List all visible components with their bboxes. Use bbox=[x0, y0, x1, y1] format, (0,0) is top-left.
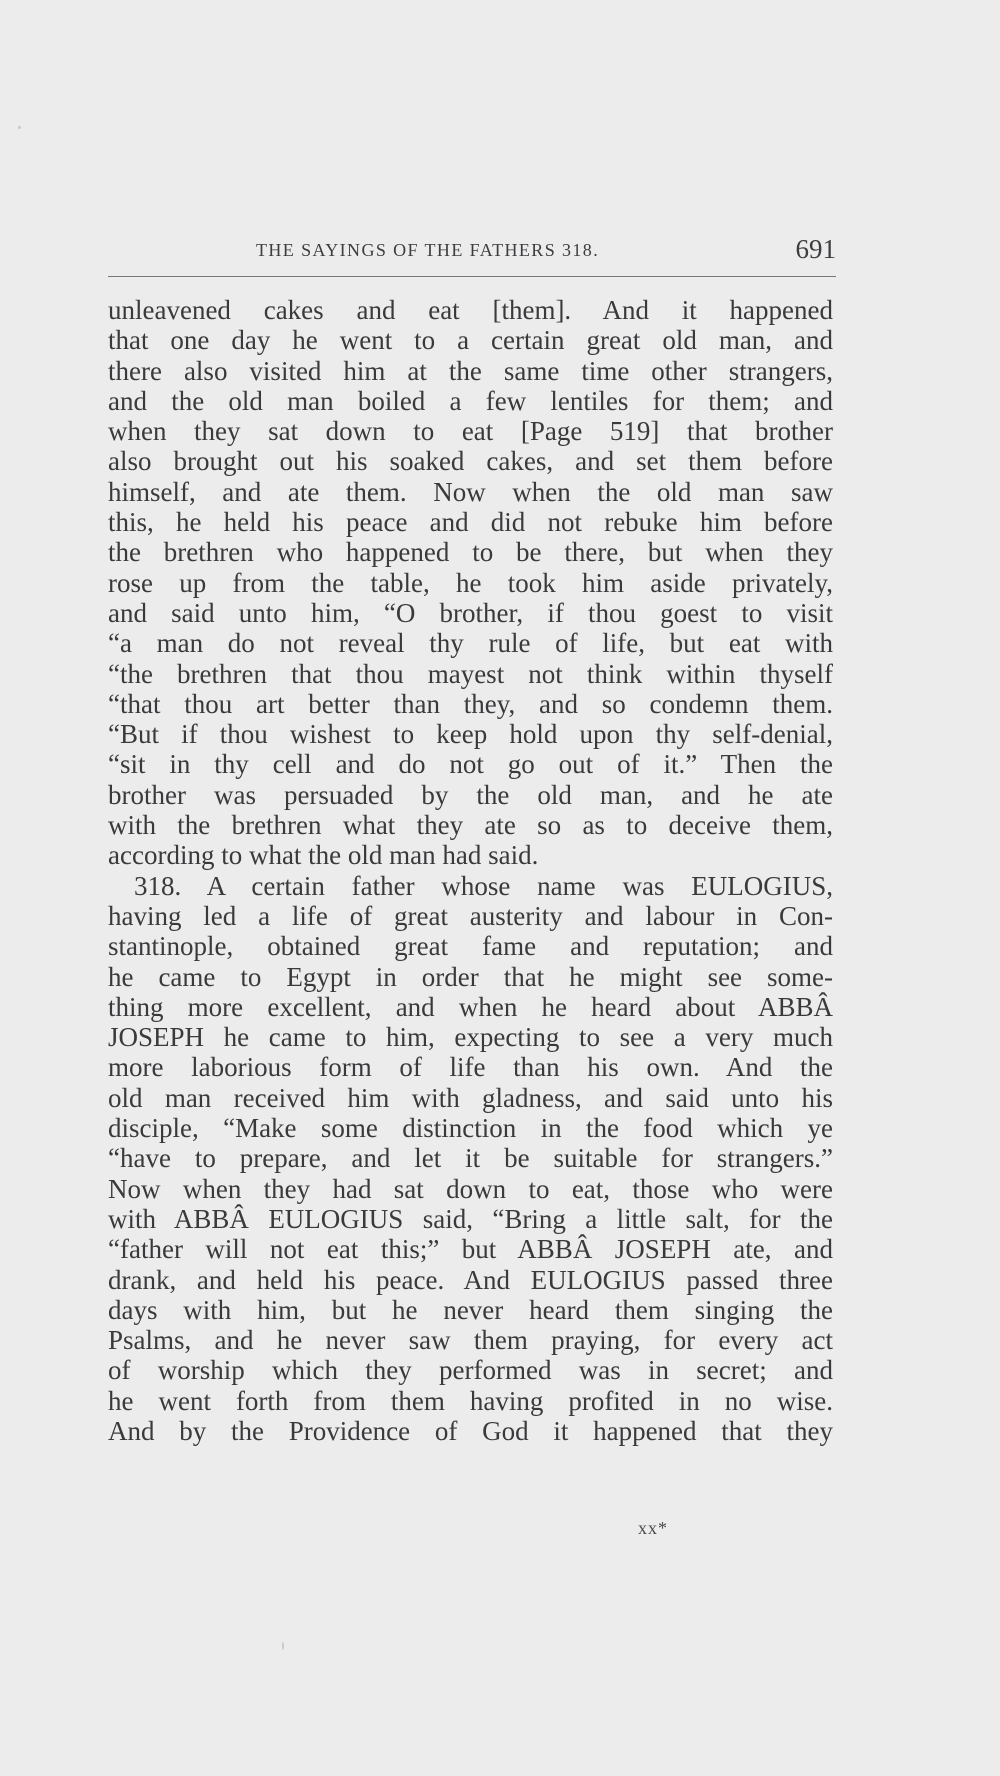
text-line: “sit in thy cell and do not go out of it.” Then the bbox=[108, 749, 833, 780]
text-line: with the brethren what they ate so as to deceive them, bbox=[108, 810, 833, 841]
paper-speck bbox=[18, 126, 21, 129]
text-line: days with him, but he never heard them singing the bbox=[108, 1294, 833, 1325]
text-line: he went forth from them having profited in no wise. bbox=[108, 1385, 833, 1416]
text-line: thing more excellent, and when he heard about ABBÂ bbox=[108, 991, 833, 1022]
text-line: also brought out his soaked cakes, and set them before bbox=[108, 446, 833, 477]
text-line: “father will not eat this;” but ABBÂ JOSEPH ate, and bbox=[108, 1234, 833, 1265]
text-line: more laborious form of life than his own. And the bbox=[108, 1052, 833, 1083]
text-line: he came to Egypt in order that he might see some- bbox=[108, 961, 833, 992]
text-line: “But if thou wishest to keep hold upon thy self-denial, bbox=[108, 719, 833, 750]
text-line: and the old man boiled a few lentiles for them; and bbox=[108, 385, 833, 416]
text-line: this, he held his peace and did not rebuke him before bbox=[108, 507, 833, 538]
text-line: “the brethren that thou mayest not think within thyself bbox=[108, 658, 833, 689]
signature-mark: xx* bbox=[638, 1518, 668, 1538]
text-line: “that thou art better than they, and so condemn them. bbox=[108, 688, 833, 719]
running-title: THE SAYINGS OF THE FATHERS 318. bbox=[256, 240, 600, 260]
header-rule bbox=[108, 276, 836, 277]
page-header bbox=[108, 232, 836, 280]
text-line: himself, and ate them. Now when the old man saw bbox=[108, 476, 833, 507]
text-line: that one day he went to a certain great old man, and bbox=[108, 325, 833, 356]
text-line: the brethren who happened to be there, but when they bbox=[108, 537, 833, 568]
text-line: and said unto him, “O brother, if thou goest to visit bbox=[108, 597, 833, 628]
text-line: there also visited him at the same time other strangers, bbox=[108, 355, 833, 386]
text-line: And by the Providence of God it happened that they bbox=[108, 1415, 833, 1446]
paper-speck bbox=[282, 1642, 284, 1650]
text-line: Psalms, and he never saw them praying, for every act bbox=[108, 1325, 833, 1356]
text-line: “have to prepare, and let it be suitable for strangers.” bbox=[108, 1143, 833, 1174]
text-line: brother was persuaded by the old man, and he ate bbox=[108, 779, 833, 810]
text-line: Now when they had sat down to eat, those who were bbox=[108, 1173, 833, 1204]
text-line: old man received him with gladness, and said unto his bbox=[108, 1082, 833, 1113]
body-text bbox=[108, 295, 833, 1446]
text-line: JOSEPH he came to him, expecting to see a very much bbox=[108, 1022, 833, 1053]
page-number: 691 bbox=[795, 234, 836, 264]
text-line: stantinople, obtained great fame and reputation; and bbox=[108, 931, 833, 962]
text-line: drank, and held his peace. And EULOGIUS passed three bbox=[108, 1264, 833, 1295]
text-line: having led a life of great austerity and labour in Con- bbox=[108, 900, 833, 931]
text-line: unleavened cakes and eat [them]. And it happened bbox=[108, 295, 833, 325]
text-line: with ABBÂ EULOGIUS said, “Bring a little salt, for the bbox=[108, 1203, 833, 1234]
text-line: of worship which they performed was in secret; and bbox=[108, 1355, 833, 1386]
text-line: “a man do not reveal thy rule of life, but eat with bbox=[108, 628, 833, 659]
text-line: rose up from the table, he took him aside privately, bbox=[108, 567, 833, 598]
text-line: according to what the old man had said. bbox=[108, 840, 539, 871]
text-line: when they sat down to eat [Page 519] that brother bbox=[108, 416, 833, 447]
text-line: disciple, “Make some distinction in the food which ye bbox=[108, 1113, 833, 1144]
paragraph-start-line: 318. A certain father whose name was EULOGIUS, bbox=[134, 870, 833, 901]
